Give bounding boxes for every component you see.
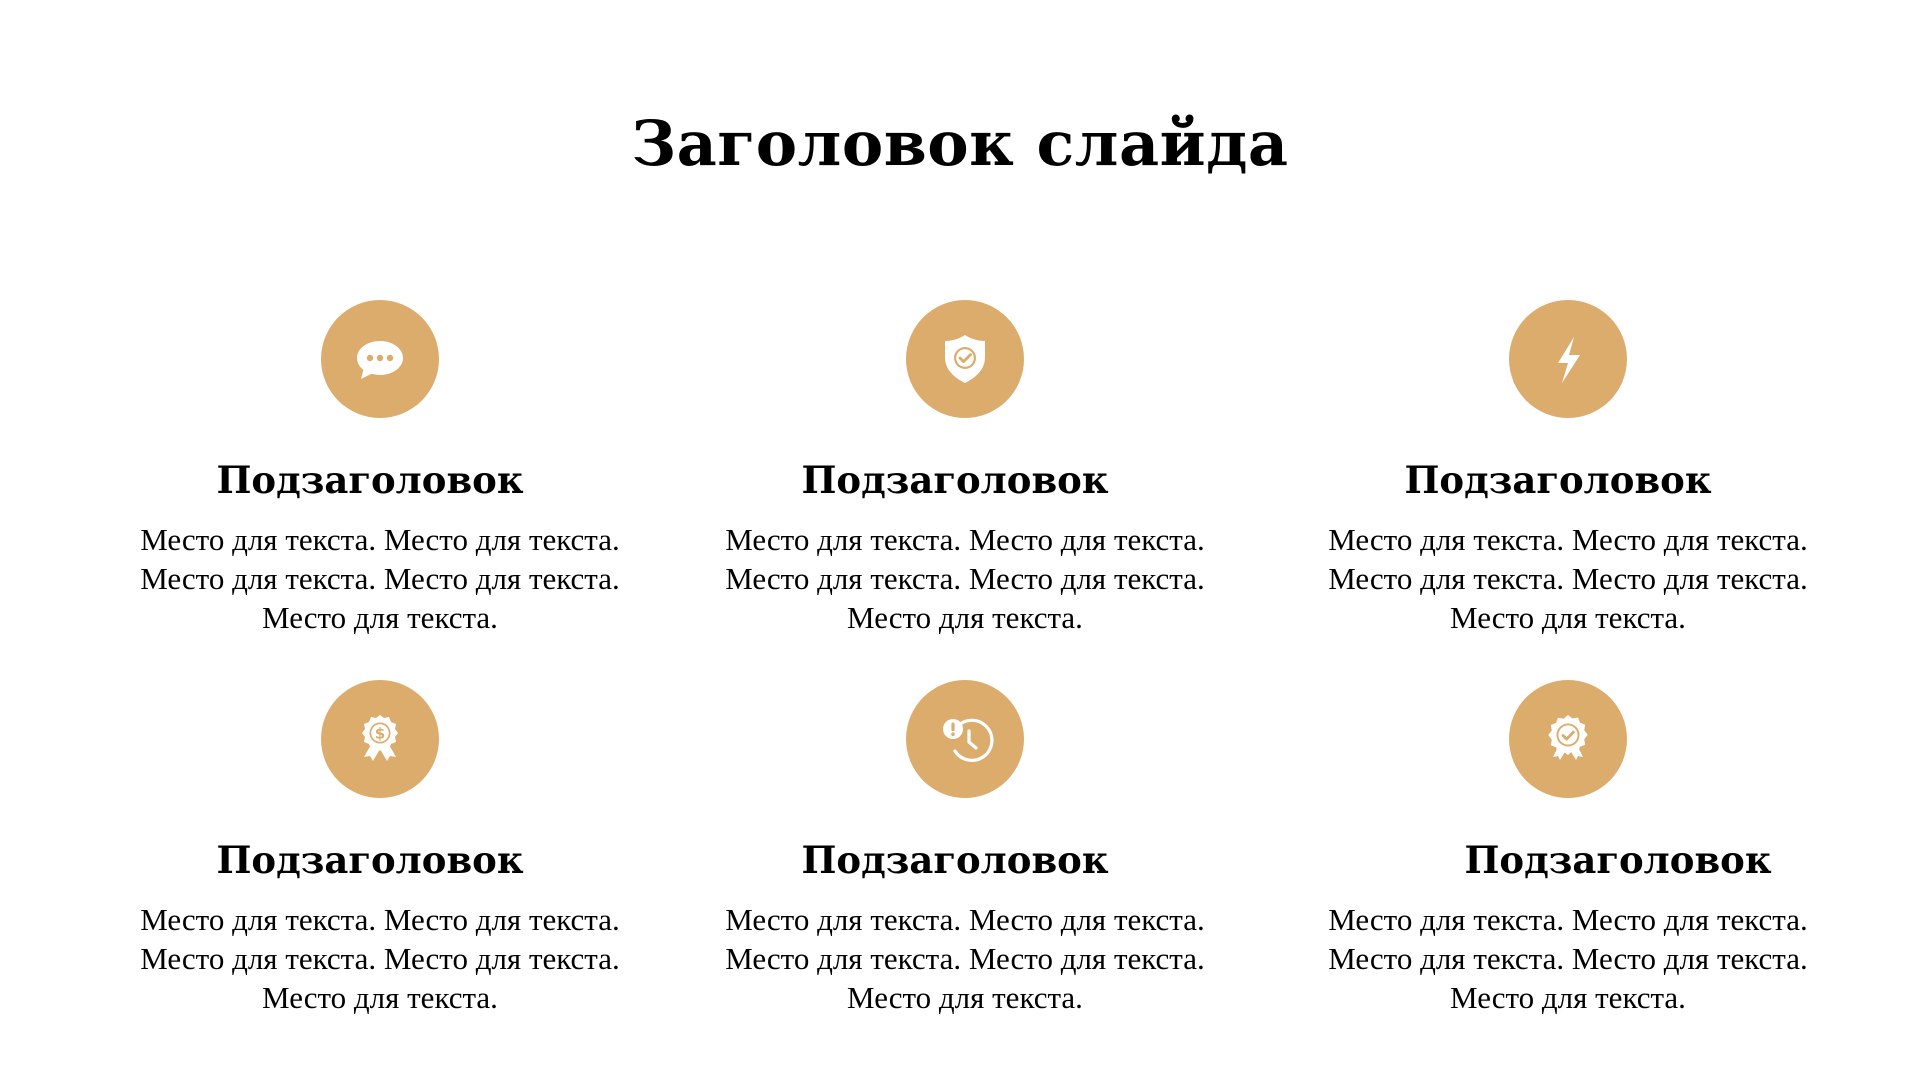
card-text: Место для текста. Место для текста. Место для текста. Место для текста. Место для текста. [725, 522, 1205, 635]
card-text: Место для текста. Место для текста. Место для текста. Место для текста. Место для текста. [140, 522, 620, 635]
slide-title: Заголовок слайда [631, 107, 1289, 180]
card-subtitle: Подзаголовок [216, 458, 524, 502]
card-text: Место для текста. Место для текста. Место для текста. Место для текста. Место для текста. [1328, 902, 1808, 1015]
feature-card-3 [1328, 300, 1808, 680]
feature-card-6 [1328, 680, 1808, 1060]
badge-check-icon [1509, 680, 1627, 798]
card-subtitle: Подзаголовок [216, 838, 524, 882]
chat-bubble-icon [321, 300, 439, 418]
dollar-award-icon [321, 680, 439, 798]
card-text: Место для текста. Место для текста. Место для текста. Место для текста. Место для текста. [725, 902, 1205, 1015]
card-subtitle: Подзаголовок [1464, 838, 1772, 882]
card-subtitle: Подзаголовок [801, 458, 1109, 502]
feature-card-1 [140, 300, 620, 680]
shield-check-icon [906, 300, 1024, 418]
feature-card-4 [140, 680, 620, 1060]
feature-card-2 [725, 300, 1205, 680]
svg-text:$: $ [374, 724, 386, 743]
feature-card-5 [725, 680, 1205, 1060]
card-text: Место для текста. Место для текста. Место для текста. Место для текста. Место для текста. [1328, 522, 1808, 635]
clock-alert-icon [906, 680, 1024, 798]
card-text: Место для текста. Место для текста. Место для текста. Место для текста. Место для текста. [140, 902, 620, 1015]
card-subtitle: Подзаголовок [1404, 458, 1712, 502]
lightning-bolt-icon [1509, 300, 1627, 418]
card-subtitle: Подзаголовок [801, 838, 1109, 882]
